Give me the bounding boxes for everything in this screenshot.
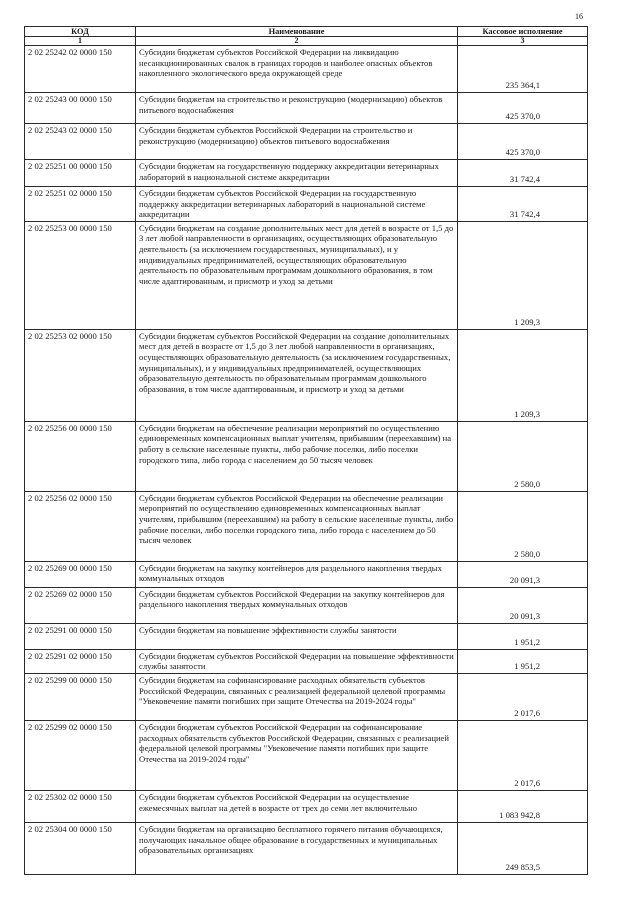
row-amount: 235 364,1 (458, 46, 588, 93)
row-name: Субсидии бюджетам субъектов Российской Федерации на закупку контейнеров для раздельного накопления твердых коммунальных отходов (136, 587, 458, 623)
row-code: 2 02 25304 00 0000 150 (25, 822, 136, 874)
row-code: 2 02 25253 02 0000 150 (25, 329, 136, 421)
row-amount: 1 951,2 (458, 623, 588, 649)
row-code: 2 02 25299 00 0000 150 (25, 673, 136, 720)
row-amount: 425 370,0 (458, 93, 588, 124)
row-code: 2 02 25269 02 0000 150 (25, 587, 136, 623)
table-row (25, 421, 588, 491)
row-code: 2 02 25251 02 0000 150 (25, 187, 136, 222)
row-name: Субсидии бюджетам на повышение эффективности службы занятости (136, 623, 458, 649)
header-amount: Кассовое исполнение (458, 27, 588, 37)
row-amount: 2 580,0 (458, 491, 588, 561)
row-amount: 2 017,6 (458, 720, 588, 790)
row-name: Субсидии бюджетам субъектов Российской Федерации на повышение эффективности службы занятости (136, 649, 458, 673)
page-number: 16 (575, 12, 583, 21)
row-code: 2 02 25299 02 0000 150 (25, 720, 136, 790)
header-name: Наименование (136, 27, 458, 37)
table-row (25, 329, 588, 421)
table-row (25, 720, 588, 790)
column-number-1: 1 (25, 37, 136, 46)
table-row (25, 46, 588, 93)
row-amount: 2 017,6 (458, 673, 588, 720)
row-name: Субсидии бюджетам на закупку контейнеров для раздельного накопления твердых коммунальных отходов (136, 561, 458, 587)
header-code: КОД (25, 27, 136, 37)
row-name: Субсидии бюджетам на государственную поддержку аккредитации ветеринарных лабораторий в национальной системе аккредитации (136, 160, 458, 187)
row-code: 2 02 25253 00 0000 150 (25, 221, 136, 329)
row-name: Субсидии бюджетам на софинансирование расходных обязательств субъектов Российской Федерации, связанных с реализацией федеральной целевой программы "Увековечение памяти погибших при защите Отечества на 2019-2024 годы" (136, 673, 458, 720)
table-row (25, 160, 588, 187)
row-name: Субсидии бюджетам субъектов Российской Федерации на ликвидацию несанкционированных свалок в границах городов и наиболее опасных объектов накопленного экологического вреда окружающей среде (136, 46, 458, 93)
row-name: Субсидии бюджетам субъектов Российской Федерации на создание дополнительных мест для детей в возрасте от 1,5 до 3 лет любой направленности в организациях, осуществляющих образовательную деятельность (за исключением государственных, муниципальных), и у индивидуальных предпринимателей, осуществляющих образовательную деятельность по образовательным программам дошкольного образования, в том числе адаптированным, и присмотр и уход за детьми (136, 329, 458, 421)
row-code: 2 02 25243 00 0000 150 (25, 93, 136, 124)
row-amount: 31 742,4 (458, 160, 588, 187)
table-row (25, 790, 588, 822)
row-name: Субсидии бюджетам субъектов Российской Федерации на осуществление ежемесячных выплат на детей в возрасте от трех до семи лет включительно (136, 790, 458, 822)
row-amount: 20 091,3 (458, 587, 588, 623)
budget-execution-table (24, 26, 588, 875)
row-code: 2 02 25269 00 0000 150 (25, 561, 136, 587)
table-row (25, 649, 588, 673)
table-row (25, 587, 588, 623)
row-name: Субсидии бюджетам на создание дополнительных мест для детей в возрасте от 1,5 до 3 лет любой направленности в организациях, осуществляющих образовательную деятельность (за исключением государственных, муниципальных), и у индивидуальных предпринимателей, осуществляющих образовательную деятельность по образовательным программам дошкольного образования, в том числе адаптированным, и присмотр и уход за детьми (136, 221, 458, 329)
row-code: 2 02 25242 02 0000 150 (25, 46, 136, 93)
row-amount: 20 091,3 (458, 561, 588, 587)
row-amount: 425 370,0 (458, 124, 588, 160)
row-name: Субсидии бюджетам на обеспечение реализации мероприятий по осуществлению единовременных компенсационных выплат учителям, прибывшим (переехавшим) на работу в сельские населенные пункты, либо рабочие поселки, либо поселки городского типа, либо города с населением до 50 тысяч человек (136, 421, 458, 491)
row-amount: 31 742,4 (458, 187, 588, 222)
table-row (25, 124, 588, 160)
row-code: 2 02 25291 02 0000 150 (25, 649, 136, 673)
table-row (25, 673, 588, 720)
column-number-row (25, 37, 588, 46)
row-amount: 1 083 942,8 (458, 790, 588, 822)
row-amount: 2 580,0 (458, 421, 588, 491)
row-code: 2 02 25291 00 0000 150 (25, 623, 136, 649)
row-name: Субсидии бюджетам на организацию бесплатного горячего питания обучающихся, получающих начальное общее образование в государственных и муниципальных образовательных организациях (136, 822, 458, 874)
table-header-row (25, 27, 588, 37)
row-code: 2 02 25256 00 0000 150 (25, 421, 136, 491)
row-name: Субсидии бюджетам на строительство и реконструкцию (модернизацию) объектов питьевого водоснабжения (136, 93, 458, 124)
column-number-3: 3 (458, 37, 588, 46)
table-row (25, 561, 588, 587)
row-code: 2 02 25302 02 0000 150 (25, 790, 136, 822)
table-row (25, 93, 588, 124)
row-name: Субсидии бюджетам субъектов Российской Федерации на обеспечение реализации мероприятий по осуществлению единовременных компенсационных выплат учителям, прибывшим (переехавшим) на работу в сельские населенные пункты, либо рабочие поселки, либо поселки городского типа, либо города с населением до 50 тысяч человек (136, 491, 458, 561)
row-amount: 249 853,5 (458, 822, 588, 874)
row-code: 2 02 25251 00 0000 150 (25, 160, 136, 187)
row-code: 2 02 25256 02 0000 150 (25, 491, 136, 561)
table-row (25, 623, 588, 649)
row-name: Субсидии бюджетам субъектов Российской Федерации на строительство и реконструкцию (модернизацию) объектов питьевого водоснабжения (136, 124, 458, 160)
table-row (25, 221, 588, 329)
column-number-2: 2 (136, 37, 458, 46)
row-name: Субсидии бюджетам субъектов Российской Федерации на государственную поддержку аккредитации ветеринарных лабораторий в национальной системе аккредитации (136, 187, 458, 222)
table-row (25, 187, 588, 222)
row-name: Субсидии бюджетам субъектов Российской Федерации на софинансирование расходных обязательств субъектов Российской Федерации, связанных с реализацией федеральной целевой программы "Увековечение памяти погибших при защите Отечества на 2019-2024 годы" (136, 720, 458, 790)
row-amount: 1 209,3 (458, 329, 588, 421)
row-code: 2 02 25243 02 0000 150 (25, 124, 136, 160)
table-row (25, 822, 588, 874)
row-amount: 1 209,3 (458, 221, 588, 329)
table-row (25, 491, 588, 561)
row-amount: 1 951,2 (458, 649, 588, 673)
